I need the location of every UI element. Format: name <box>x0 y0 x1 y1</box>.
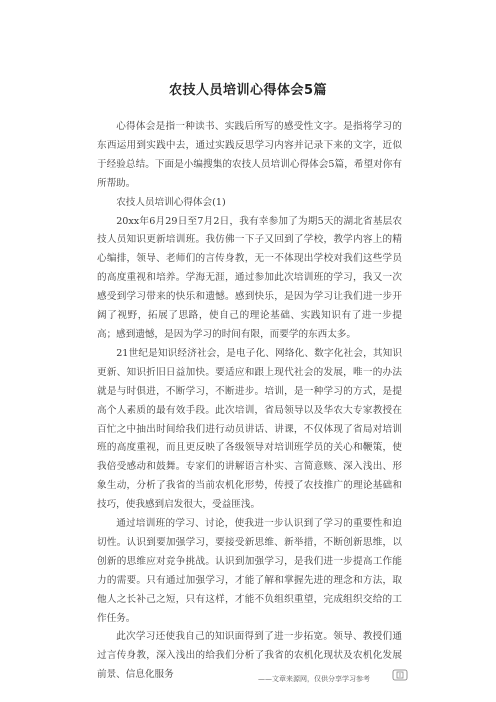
body-paragraph: 20xx年6月29日至7月2日，我有幸参加了为期5天的湖北省基层农技人员知识更新培训班。我仿佛一下子又回到了学校，教学内容上的精心编排，领导、老师们的言传身教，无一不体现出学校对我们这些学员的高度重视和培养。学海无涯，通过参加此次培训班的学习，我又一次感受到学习带来的快乐和遗憾。感到快乐，是因为学习让我们进一步开阔了视野，拓展了思路，使自己的理论基础、实践知识有了进一步提高；感到遗憾，是因为学习的时间有限，而要学的东西太多。 <box>97 215 402 340</box>
body-paragraph: 21世纪是知识经济社会，是电子化、网络化、数字化社会，其知识更新、知识折旧日益加快。要适应和跟上现代社会的发展，唯一的办法就是与时俱进，不断学习，不断进步。培训，是一种学习的方式，是提高个人素质的最有效手段。此次培训，省局领导以及华农大专家教授在百忙之中抽出时间给我们进行动员讲话、讲课，不仅体现了省局对培训班的高度重视，而且更反映了各级领导对培训班学员的关心和鞭策，使我倍受感动和鼓舞。专家们的讲解语言朴实、言简意赅、深入浅出、形象生动，分析了我省的当前农机化形势，传授了农技推广的理论基础和技巧，使我感到启发很大，受益匪浅。 <box>97 347 402 511</box>
document-body <box>97 118 402 685</box>
page-icon <box>392 669 408 681</box>
section-heading: 农技人员培训心得体会(1) <box>116 196 226 208</box>
body-paragraph: 通过培训班的学习、讨论，使我进一步认识到了学习的重要性和迫切性。认识到要加强学习，要接受新思维、新举措，不断创新思维，以创新的思维应对竞争挑战。认识到加强学习，是我们进一步提高工作能力的需要。只有通过加强学习，才能了解和掌握先进的理念和方法，取他人之长补己之短，只有这样，才能不负组织重望，完成组织交给的工作任务。 <box>97 518 402 624</box>
document-title: 农技人员培训心得体会5篇 <box>168 83 328 98</box>
body-paragraph: 此次学习还使我自己的知识面得到了进一步拓宽。领导、教授们通过言传身教，深入浅出的给我们分析了我省的农机化现状及农机化发展前景、信息化服务 <box>97 631 402 681</box>
footer-note: ——文章来源网，仅供分享学习参考 <box>258 675 370 683</box>
intro-paragraph: 心得体会是指一种读书、实践后所写的感受性文字。是指将学习的东西运用到实践中去，通过实践反思学习内容并记录下来的文字，近似于经验总结。下面是小编搜集的农技人员培训心得体会5篇，希望对你有所帮助。 <box>97 121 402 189</box>
